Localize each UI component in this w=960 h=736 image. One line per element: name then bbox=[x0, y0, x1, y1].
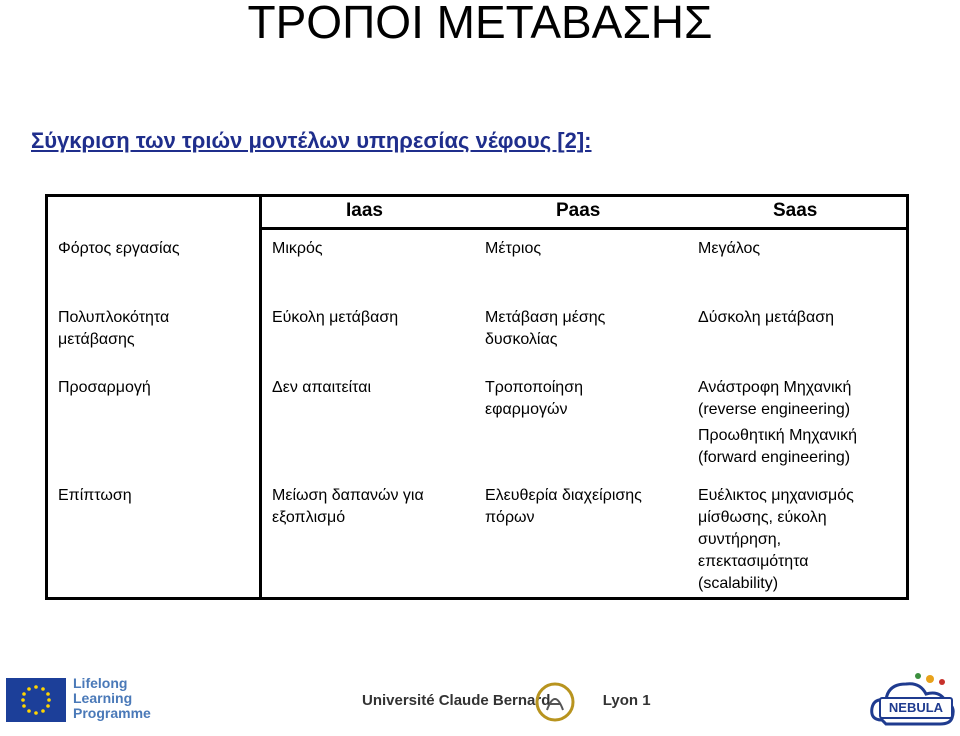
row-label-impact: Επίπτωση bbox=[58, 487, 132, 504]
cell-complexity-saas: Δύσκολη μετάβαση bbox=[698, 309, 834, 326]
cell-adaptation-paas: Τροποποίηση εφαρμογών bbox=[485, 379, 583, 418]
cell-complexity-iaas: Εύκολη μετάβαση bbox=[272, 309, 399, 326]
cell-impact-iaas: Μείωση δαπανών για εξοπλισμό bbox=[272, 487, 424, 526]
cell-workload-saas: Μεγάλος bbox=[698, 240, 761, 257]
row-label-complexity: Πολυπλοκότητα μετάβασης bbox=[58, 309, 170, 348]
eu-flag-logo bbox=[6, 678, 66, 722]
column-header-saas: Saas bbox=[773, 200, 818, 221]
row-label-adaptation: Προσαρμογή bbox=[58, 379, 151, 396]
row-label-workload: Φόρτος εργασίας bbox=[58, 240, 180, 257]
cell-adaptation-saas: Ανάστροφη Μηχανική (reverse engineering) Προωθητική Μηχανική (forward engineering) bbox=[698, 379, 857, 466]
slide-subtitle: Σύγκριση των τριών μοντέλων υπηρεσίας νέφους [2]: bbox=[31, 128, 592, 153]
cell-impact-saas: Ευέλικτος μηχανισμός μίσθωσης, εύκολη συντήρηση, επεκτασιμότητα (scalability) bbox=[698, 487, 854, 592]
cell-adaptation-iaas: Δεν απαιτείται bbox=[272, 379, 372, 396]
lifelong-learning-logo-text: Lifelong Learning Programme bbox=[73, 675, 151, 721]
slide-title: ΤΡΟΠΟΙ ΜΕΤΑΒΑΣΗΣ bbox=[247, 0, 713, 48]
footer-logos bbox=[0, 660, 960, 736]
cell-workload-paas: Μέτριος bbox=[485, 240, 542, 257]
cell-workload-iaas: Μικρός bbox=[272, 240, 323, 257]
column-header-iaas: Iaas bbox=[346, 200, 383, 221]
nebula-logo-text: NEBULA bbox=[879, 697, 953, 719]
column-header-paas: Paas bbox=[556, 200, 601, 221]
cell-complexity-paas: Μετάβαση μέσης δυσκολίας bbox=[485, 309, 606, 348]
eu-stars-icon bbox=[6, 678, 66, 722]
cell-impact-paas: Ελευθερία διαχείρισης πόρων bbox=[485, 487, 642, 526]
university-logo-text: Université Claude Bernard Lyon 1 bbox=[362, 692, 651, 709]
column-divider bbox=[259, 194, 262, 600]
university-emblem-icon bbox=[535, 680, 575, 724]
